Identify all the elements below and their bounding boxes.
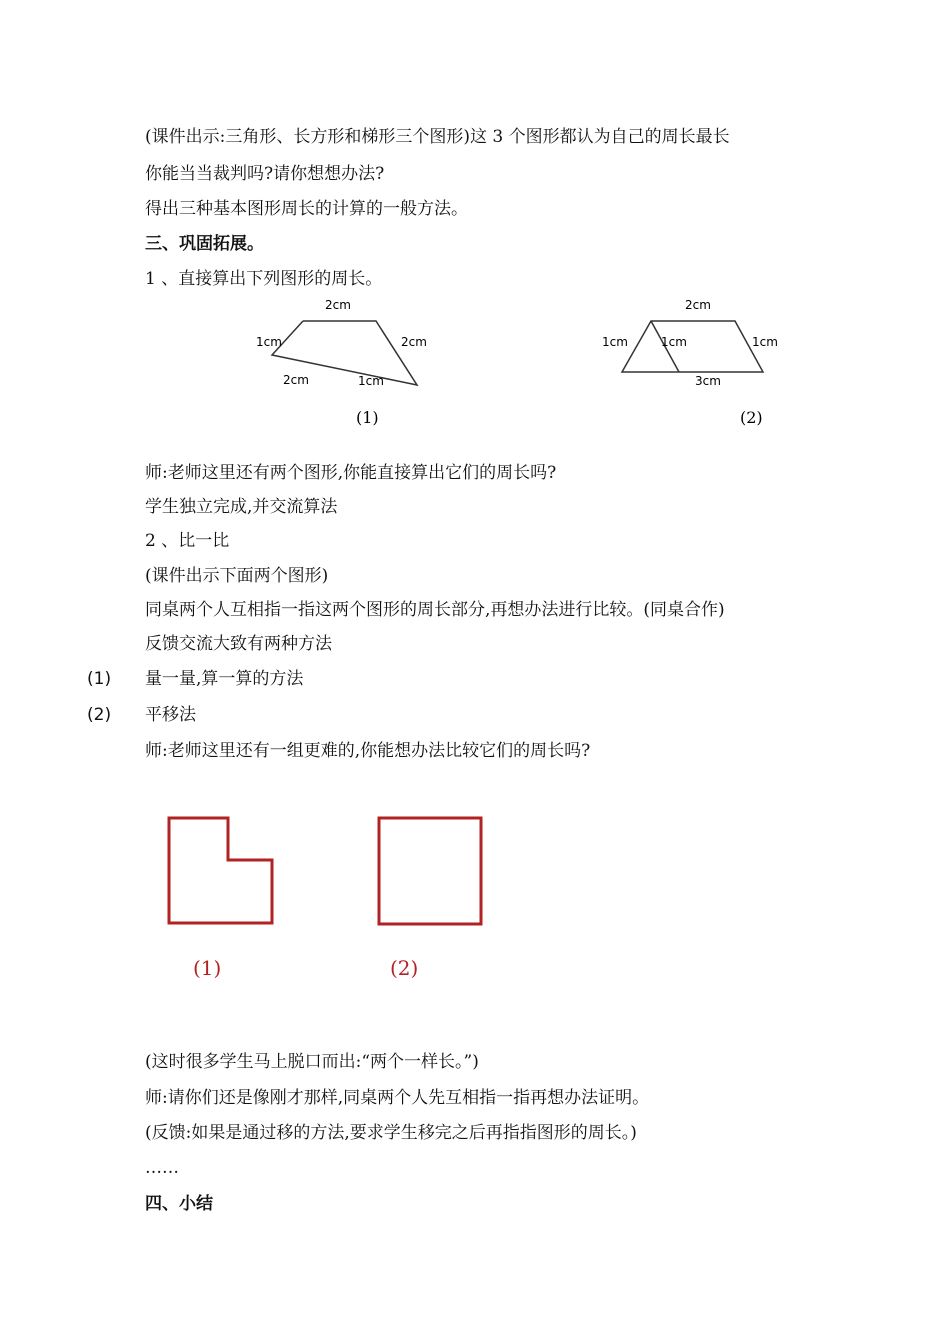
exercise-title: 2 、比一比 (145, 531, 230, 551)
label-top: 2cm (325, 298, 351, 312)
label-bottom-left: 2cm (283, 373, 309, 387)
figure-caption: (2) (740, 408, 763, 427)
figure-caption: (2) (390, 956, 419, 980)
list-item: 平移法 (145, 705, 196, 725)
list-number: (1) (87, 669, 112, 689)
label-right: 2cm (401, 335, 427, 349)
text-line: (课件出示下面两个图形) (145, 566, 329, 586)
list-number: (2) (87, 705, 112, 725)
red-figures (150, 800, 510, 990)
label-left: 1cm (256, 335, 282, 349)
text-line: (课件出示:三角形、长方形和梯形三个图形)这 3 个图形都认为自己的周长最长 (145, 127, 730, 147)
figure-trapezoid (595, 292, 795, 432)
text-line: 师:请你们还是像刚才那样,同桌两个人先互相指一指再想办法证明。 (145, 1088, 650, 1108)
exercise-title: 1 、直接算出下列图形的周长。 (145, 269, 383, 289)
square-outline (379, 818, 481, 924)
figure-caption: (1) (356, 408, 379, 427)
text-line: 你能当当裁判吗?请你想想办法? (145, 164, 385, 184)
section-heading: 四、小结 (145, 1194, 213, 1214)
l-shape-outline (169, 818, 272, 923)
text-line: 师:老师这里还有两个图形,你能直接算出它们的周长吗? (145, 463, 557, 483)
figure-caption: (1) (193, 956, 222, 980)
trapezoid-outline (622, 321, 763, 372)
ellipsis: …… (145, 1158, 179, 1178)
section-heading: 三、巩固拓展。 (145, 234, 264, 254)
text-line: (这时很多学生马上脱口而出:“两个一样长。”) (145, 1052, 479, 1072)
text-line: 学生独立完成,并交流算法 (145, 497, 338, 517)
label-left: 1cm (602, 335, 628, 349)
text-line: 得出三种基本图形周长的计算的一般方法。 (145, 199, 468, 219)
list-item: 量一量,算一算的方法 (145, 669, 304, 689)
text-line: 反馈交流大致有两种方法 (145, 634, 332, 654)
label-bottom-right: 1cm (358, 374, 384, 388)
figure-quadrilateral (250, 292, 450, 432)
text-line: 师:老师这里还有一组更难的,你能想办法比较它们的周长吗? (145, 741, 591, 761)
label-inner: 1cm (661, 335, 687, 349)
text-line: (反馈:如果是通过移的方法,要求学生移完之后再指指图形的周长。) (145, 1123, 637, 1143)
label-bottom: 3cm (695, 374, 721, 388)
label-right: 1cm (752, 335, 778, 349)
label-top: 2cm (685, 298, 711, 312)
text-line: 同桌两个人互相指一指这两个图形的周长部分,再想办法进行比较。(同桌合作) (145, 600, 725, 620)
